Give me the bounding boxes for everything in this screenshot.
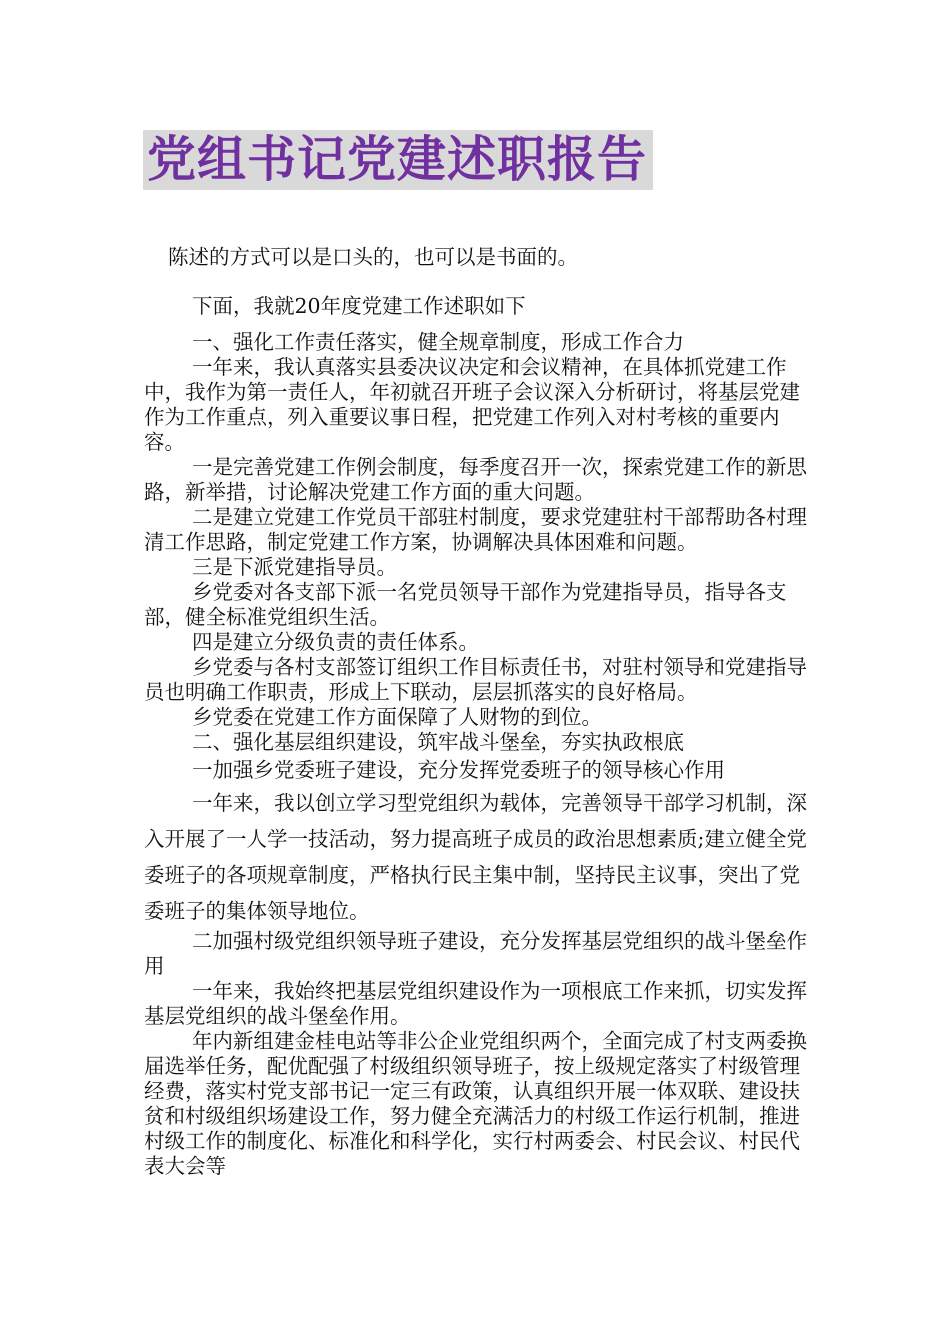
body-paragraph: 一年来，我以创立学习型党组织为载体，完善领导干部学习机制，深入开展了一人学一技活动，努力提高班子成员的政治思想素质;建立健全党委班子的各项规章制度，严格执行民主集中制，坚持民主议事，突出了党委班子的集体领导地位。 bbox=[144, 791, 807, 923]
body-paragraph: 四是建立分级负责的责任体系。 bbox=[192, 630, 479, 654]
body-paragraph: 一是完善党建工作例会制度，每季度召开一次，探索党建工作的新思路，新举措，讨论解决党建工作方面的重大问题。 bbox=[144, 455, 807, 504]
body-paragraph: 年内新组建金桂电站等非公企业党组织两个，全面完成了村支两委换届选举任务，配优配强了村级组织领导班子，按上级规定落实了村级管理经费，落实村党支部书记一定三有政策，认真组织开展一体双联、建设扶贫和村级组织场建设工作，努力健全充满活力的村级工作运行机制，推进村级工作的制度化、标准化和科学化，实行村两委会、村民会议、村民代表大会等 bbox=[144, 1029, 807, 1178]
body-paragraph: 一年来，我始终把基层党组织建设作为一项根底工作来抓，切实发挥基层党组织的战斗堡垒作用。 bbox=[144, 979, 807, 1028]
intro-paragraph: 陈述的方式可以是口头的，也可以是书面的。 bbox=[168, 245, 578, 269]
title-highlight bbox=[143, 130, 653, 190]
body-paragraph: 三是下派党建指导员。 bbox=[192, 555, 397, 579]
body-paragraph: 二是建立党建工作党员干部驻村制度，要求党建驻村干部帮助各村理清工作思路，制定党建工作方案，协调解决具体困难和问题。 bbox=[144, 505, 807, 554]
body-paragraph: 乡党委在党建工作方面保障了人财物的到位。 bbox=[192, 705, 602, 729]
document-title: 党组书记党建述职报告 bbox=[147, 131, 648, 188]
body-paragraph: 一年来，我认真落实县委决议决定和会议精神，在具体抓党建工作中，我作为第一责任人，年初就召开班子会议深入分析研讨，将基层党建作为工作重点，列入重要议事日程，把党建工作列入对村考核的重要内容。 bbox=[144, 355, 800, 454]
subsection-heading: 一加强乡党委班子建设，充分发挥党委班子的领导核心作用 bbox=[192, 758, 725, 782]
section-heading: 一、强化工作责任落实，健全规章制度，形成工作合力 bbox=[192, 330, 684, 354]
section-heading: 二、强化基层组织建设，筑牢战斗堡垒，夯实执政根底 bbox=[192, 730, 684, 754]
body-paragraph: 乡党委对各支部下派一名党员领导干部作为党建指导员，指导各支部，健全标准党组织生活。 bbox=[144, 580, 787, 629]
lead-paragraph: 下面，我就20年度党建工作述职如下 bbox=[192, 294, 526, 318]
body-paragraph: 乡党委与各村支部签订组织工作目标责任书，对驻村领导和党建指导员也明确工作职责，形成上下联动，层层抓落实的良好格局。 bbox=[144, 655, 807, 704]
document-body bbox=[144, 245, 809, 1179]
subsection-heading: 二加强村级党组织领导班子建设，充分发挥基层党组织的战斗堡垒作用 bbox=[144, 929, 807, 978]
